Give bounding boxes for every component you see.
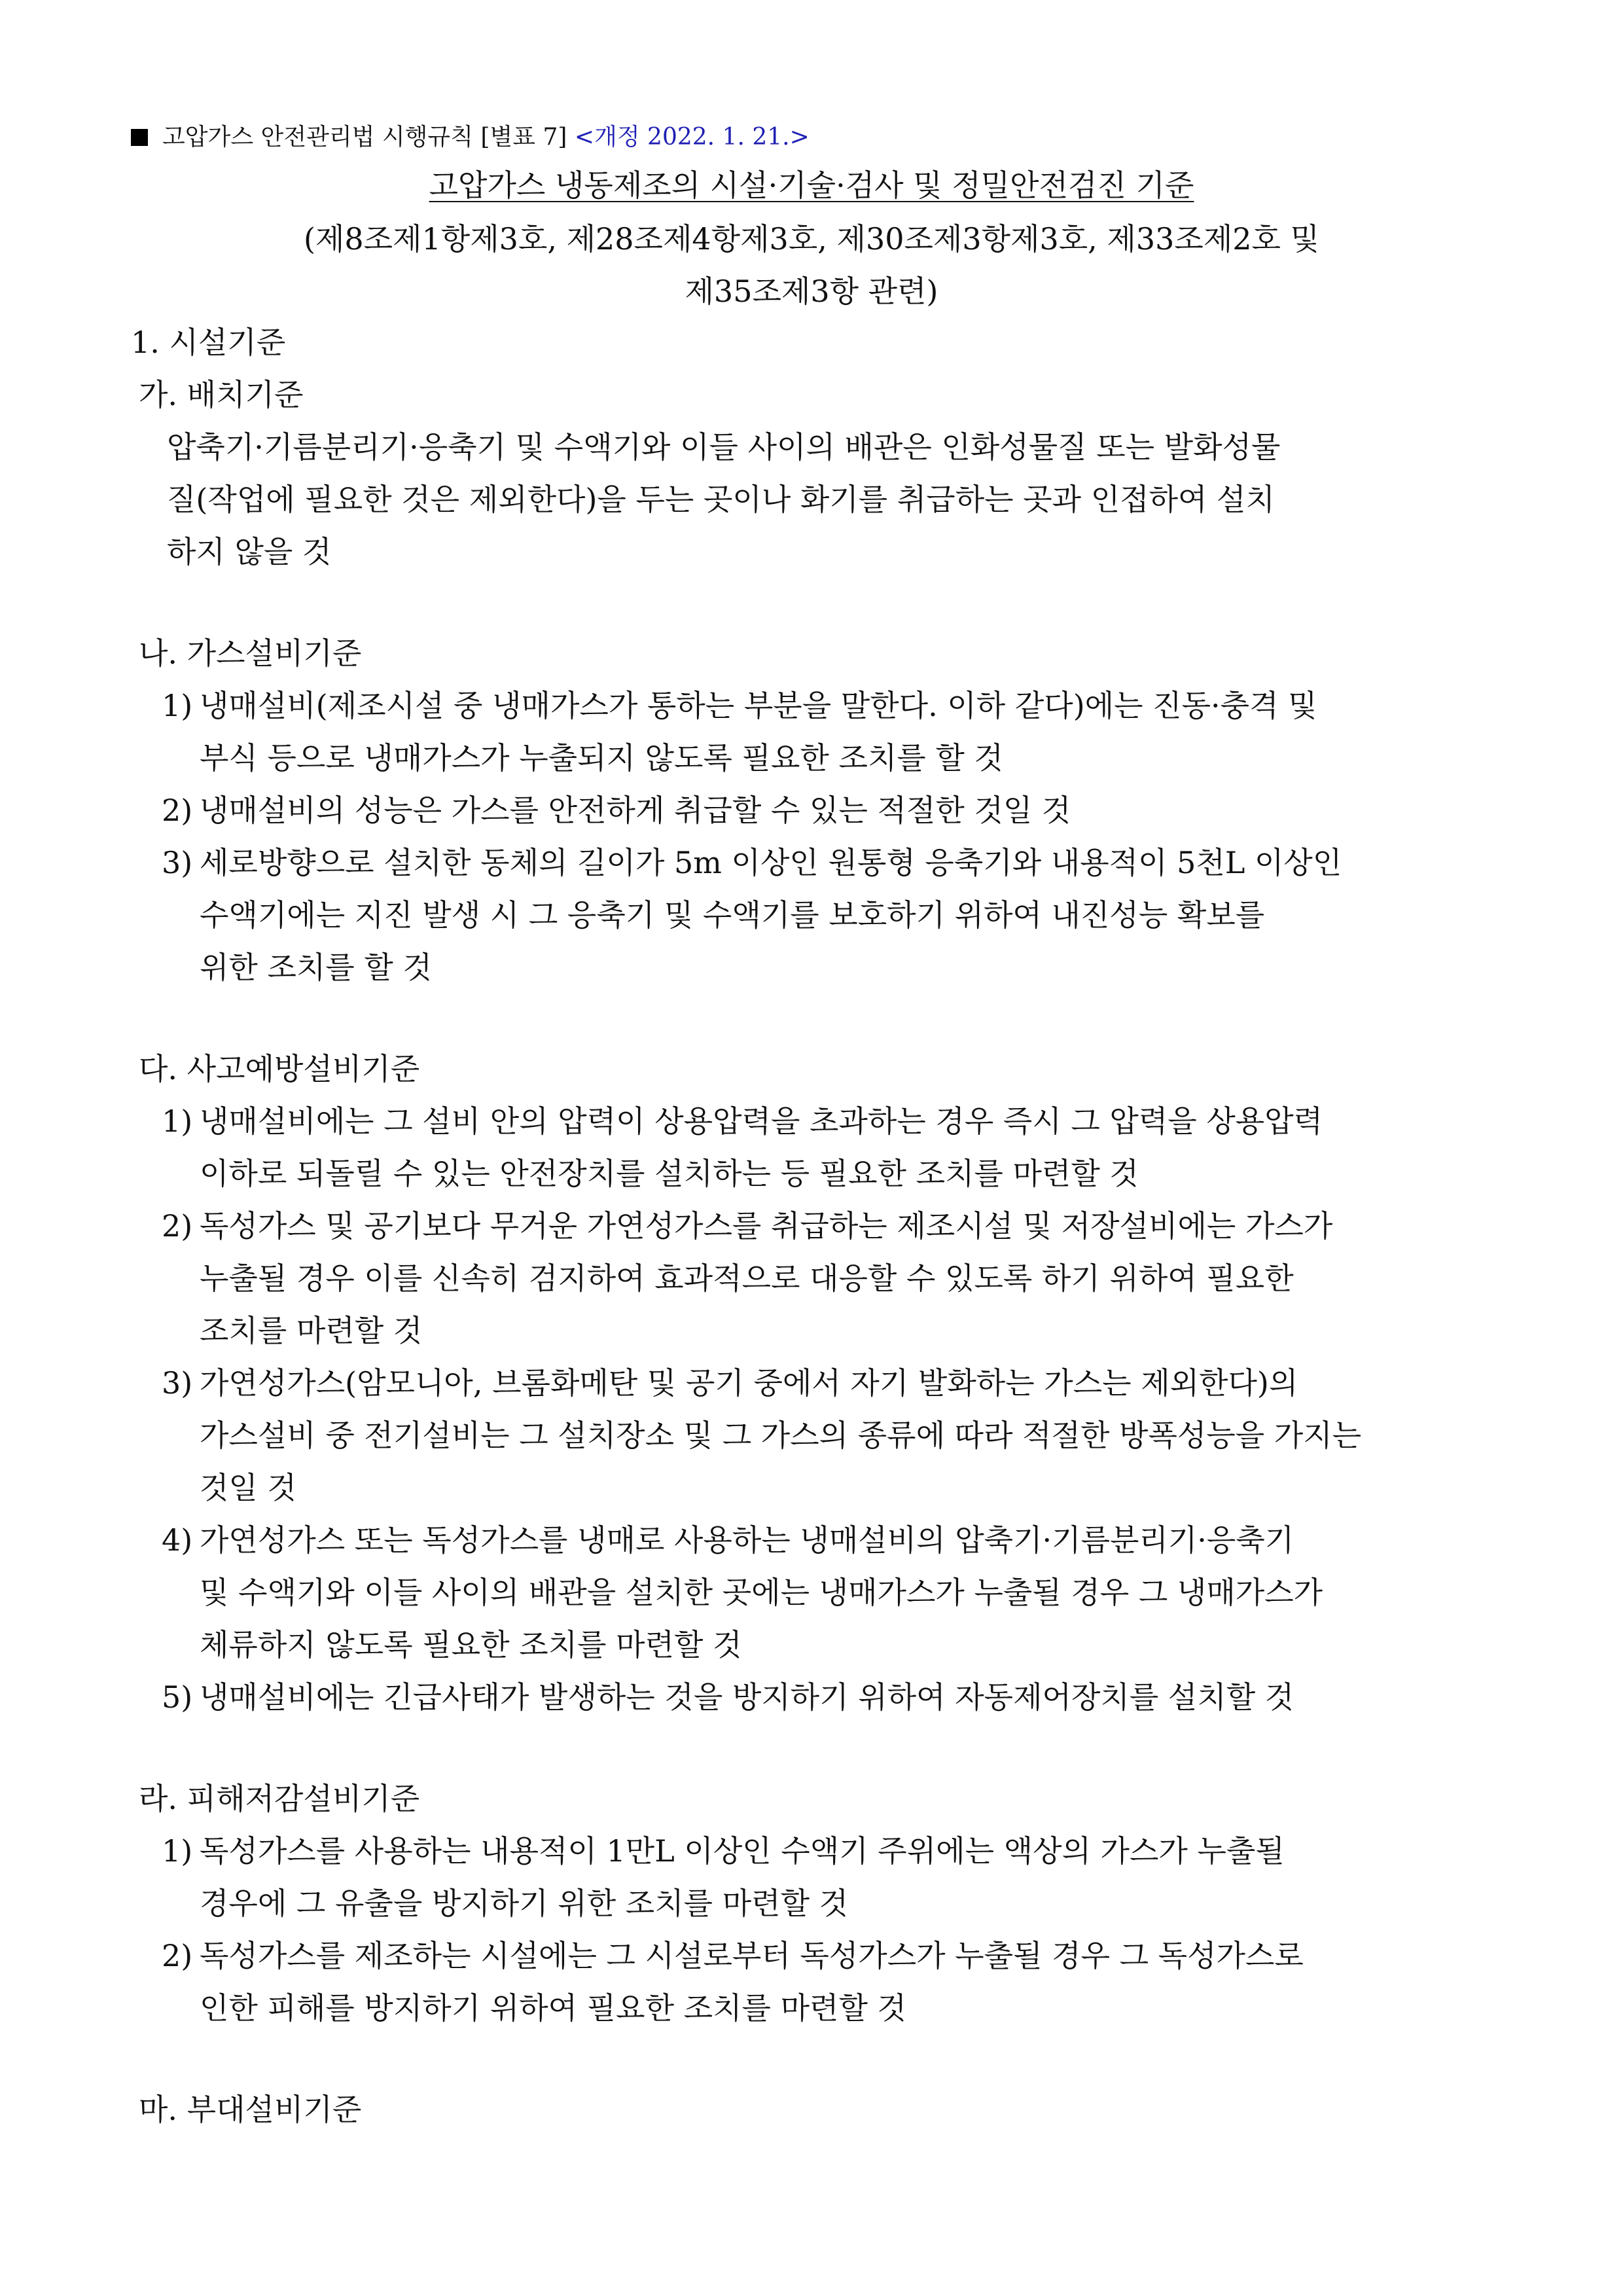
title-reference-line-1: (제8조제1항제3호, 제28조제4항제3호, 제30조제3항제3호, 제33조제2호 및 xyxy=(303,221,1320,257)
list-item: 1) 냉매설비에는 그 설비 안의 압력이 상용압력을 초과하는 경우 즉시 그 압력을 상용압력 xyxy=(162,1103,1323,1139)
paragraph-line: 압축기·기름분리기·응축기 및 수액기와 이들 사이의 배관은 인화성물질 또는 발화성물 xyxy=(167,429,1281,465)
list-item: 3) 세로방향으로 설치한 동체의 길이가 5m 이상인 원통형 응축기와 내용적이 5천L 이상인 xyxy=(162,845,1342,880)
list-item-continuation: 이하로 되돌릴 수 있는 안전장치를 설치하는 등 필요한 조치를 마련할 것 xyxy=(200,1156,1139,1191)
list-item-continuation: 것일 것 xyxy=(200,1470,296,1505)
list-item: 2) 독성가스 및 공기보다 무거운 가연성가스를 취급하는 제조시설 및 저장설비에는 가스가 xyxy=(162,1208,1333,1244)
list-item: 3) 가연성가스(암모니아, 브롬화메탄 및 공기 중에서 자기 발화하는 가스는 제외한다)의 xyxy=(162,1365,1298,1401)
list-item-continuation: 경우에 그 유출을 방지하기 위한 조치를 마련할 것 xyxy=(200,1886,849,1921)
list-item: 5) 냉매설비에는 긴급사태가 발생하는 것을 방지하기 위하여 자동제어장치를 설치할 것 xyxy=(162,1679,1294,1715)
list-item-continuation: 가스설비 중 전기설비는 그 설치장소 및 그 가스의 종류에 따라 적절한 방폭성능을 가지는 xyxy=(200,1418,1362,1453)
subsection-heading: 가. 배치기준 xyxy=(139,377,304,412)
list-item: 2) 독성가스를 제조하는 시설에는 그 시설로부터 독성가스가 누출될 경우 그 독성가스로 xyxy=(162,1938,1304,1973)
subsection-heading: 라. 피해저감설비기준 xyxy=(139,1781,420,1816)
list-item-continuation: 조치를 마련할 것 xyxy=(200,1313,423,1348)
subsection-heading: 다. 사고예방설비기준 xyxy=(139,1051,420,1086)
list-item-continuation: 누출될 경우 이를 신속히 검지하여 효과적으로 대응할 수 있도록 하기 위하여 필요한 xyxy=(200,1261,1294,1296)
list-item-continuation: 및 수액기와 이들 사이의 배관을 설치한 곳에는 냉매가스가 누출될 경우 그 냉매가스가 xyxy=(200,1575,1323,1610)
paragraph-line: 질(작업에 필요한 것은 제외한다)을 두는 곳이나 화기를 취급하는 곳과 인접하여 설치 xyxy=(167,482,1275,517)
amendment-date: <개정 2022. 1. 21.> xyxy=(574,124,810,151)
law-reference: 고압가스 안전관리법 시행규칙 [별표 7] xyxy=(162,124,567,151)
law-reference-header xyxy=(131,121,810,154)
list-item: 1) 독성가스를 사용하는 내용적이 1만L 이상인 수액기 주위에는 액상의 가스가 누출될 xyxy=(162,1833,1285,1869)
list-item-continuation: 위한 조치를 할 것 xyxy=(200,950,432,985)
document-title: 고압가스 냉동제조의 시설·기술·검사 및 정밀안전검진 기준 xyxy=(429,168,1194,203)
paragraph-line: 하지 않을 것 xyxy=(167,534,332,569)
list-item-continuation: 수액기에는 지진 발생 시 그 응축기 및 수액기를 보호하기 위하여 내진성능 확보를 xyxy=(200,897,1265,933)
list-item-continuation: 인한 피해를 방지하기 위하여 필요한 조치를 마련할 것 xyxy=(200,1990,906,2026)
section-heading: 1. 시설기준 xyxy=(131,325,286,360)
subsection-heading: 마. 부대설비기준 xyxy=(139,2092,362,2127)
title-reference-line-2: 제35조제3항 관련) xyxy=(685,274,938,309)
square-bullet-icon xyxy=(131,129,148,146)
list-item-continuation: 체류하지 않도록 필요한 조치를 마련할 것 xyxy=(200,1627,742,1662)
list-item: 4) 가연성가스 또는 독성가스를 냉매로 사용하는 냉매설비의 압축기·기름분리기·응축기 xyxy=(162,1522,1294,1558)
list-item: 2) 냉매설비의 성능은 가스를 안전하게 취급할 수 있는 적절한 것일 것 xyxy=(162,793,1071,828)
list-item: 1) 냉매설비(제조시설 중 냉매가스가 통하는 부분을 말한다. 이하 같다)에는 진동·충격 및 xyxy=(162,688,1317,723)
list-item-continuation: 부식 등으로 냉매가스가 누출되지 않도록 필요한 조치를 할 것 xyxy=(200,740,1003,776)
subsection-heading: 나. 가스설비기준 xyxy=(139,636,362,671)
